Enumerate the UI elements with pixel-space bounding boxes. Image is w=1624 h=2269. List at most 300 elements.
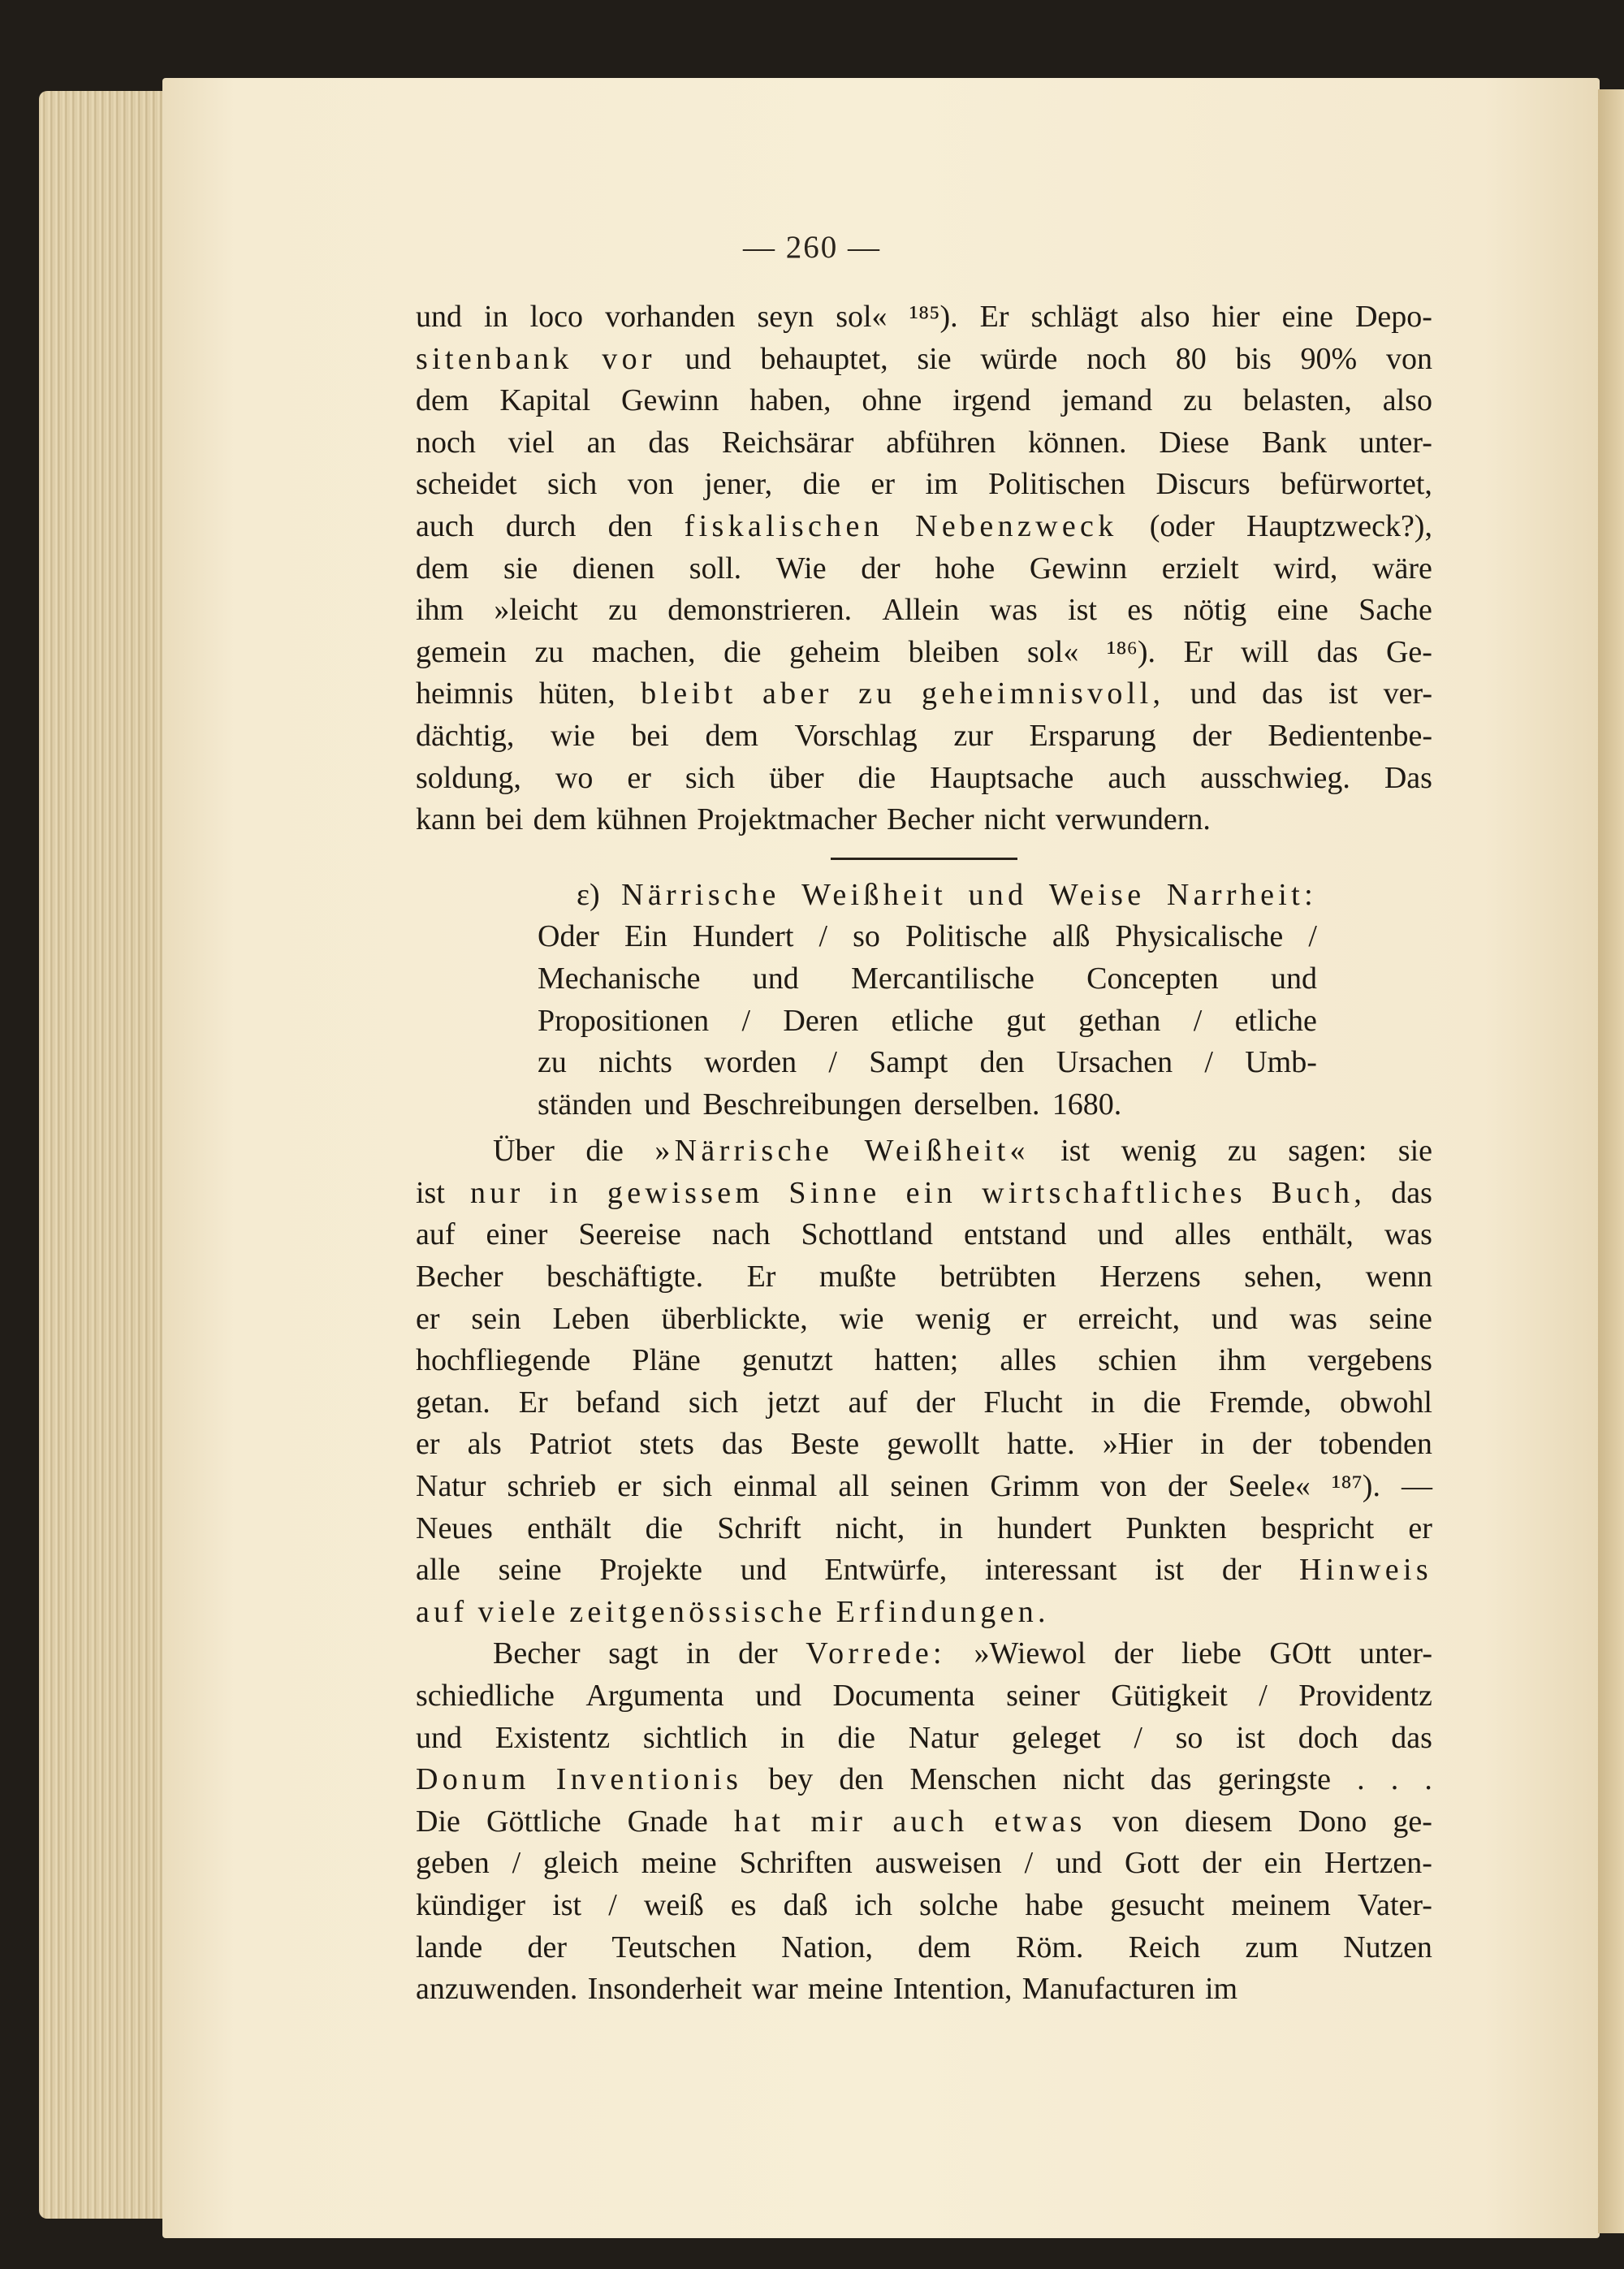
word: hochfliegende <box>416 1343 591 1378</box>
word: also <box>1382 383 1432 418</box>
word: / <box>512 1846 521 1881</box>
word: und <box>685 341 732 376</box>
word: dienen <box>572 551 655 586</box>
word: bespricht <box>1260 1511 1375 1545</box>
word: sol« <box>836 300 888 334</box>
word: Ersparung <box>1029 718 1156 753</box>
word: zu <box>608 593 637 628</box>
word: gethan <box>1078 1003 1161 1038</box>
word: ¹⁸⁶). <box>1106 634 1155 669</box>
word: seinen <box>890 1469 970 1504</box>
word: das <box>721 1427 763 1462</box>
word: Pläne <box>632 1343 701 1378</box>
word: in <box>1091 1385 1116 1420</box>
word: Gütigkeit <box>1111 1679 1228 1713</box>
text-line <box>416 1759 1432 1801</box>
word: wenig <box>915 1301 991 1336</box>
word: nach <box>711 1217 771 1252</box>
word: Flucht <box>983 1385 1063 1420</box>
word: Seereise <box>578 1217 681 1252</box>
word: gewissem <box>607 1175 764 1210</box>
word: der <box>527 1930 568 1964</box>
word: jemand <box>1061 383 1153 418</box>
text-line <box>416 1718 1432 1760</box>
word: so <box>853 919 880 954</box>
word: Politische <box>905 919 1027 954</box>
word: Documenta <box>832 1679 975 1713</box>
word: Nation, <box>781 1930 874 1964</box>
word: Insonderheit <box>587 1972 742 2007</box>
word: Inventionis <box>555 1762 743 1797</box>
word: überblickte, <box>661 1301 808 1336</box>
word: sie <box>1397 1134 1432 1169</box>
word: Allein <box>882 593 960 628</box>
word: meinem <box>1231 1887 1331 1922</box>
word: derselben. <box>914 1087 1040 1122</box>
word: er <box>1022 1301 1047 1336</box>
text-line <box>416 1801 1432 1843</box>
word: betrübten <box>939 1260 1056 1294</box>
word: meine <box>807 1972 883 2007</box>
word: Buch, <box>1271 1175 1367 1210</box>
word: Oder <box>538 919 599 954</box>
word: hüten, <box>538 676 615 711</box>
word: nicht <box>983 802 1046 837</box>
word: Patriot <box>529 1427 612 1462</box>
word: ist <box>1328 676 1358 711</box>
word: und <box>1211 1301 1258 1336</box>
word: Beschreibungen <box>702 1087 902 1122</box>
word: es <box>1127 593 1153 628</box>
word: von <box>1100 1469 1147 1504</box>
word: »Hier <box>1102 1427 1173 1462</box>
word: Er <box>979 300 1009 334</box>
word: getan. <box>416 1385 490 1420</box>
word: abführen <box>886 425 996 460</box>
word: gemein <box>416 634 507 669</box>
text-line <box>538 1001 1317 1043</box>
word: geben <box>416 1846 490 1881</box>
text-line <box>416 1885 1432 1927</box>
word: vergebens <box>1307 1343 1432 1378</box>
word: Weißheit« <box>864 1134 1030 1169</box>
word: anzuwenden. <box>416 1972 578 2007</box>
text-line <box>538 1042 1317 1084</box>
word: Sache <box>1358 593 1432 628</box>
word: in <box>549 1175 582 1210</box>
paragraph-2 <box>416 1130 1432 1633</box>
word: das <box>648 425 690 460</box>
text-line <box>416 1549 1432 1592</box>
word: Vorrede: <box>806 1636 946 1671</box>
word: wirtschaftliches <box>982 1175 1246 1210</box>
word: hat <box>733 1804 785 1839</box>
word: Vater- <box>1357 1887 1432 1922</box>
text-line <box>416 1466 1432 1508</box>
word: zu <box>1227 1134 1257 1169</box>
text-line <box>416 464 1432 506</box>
word: und <box>416 300 462 334</box>
word: er <box>627 760 651 795</box>
word: sitenbank <box>416 341 573 376</box>
word: wenig <box>1121 1134 1197 1169</box>
word: sichtlich <box>642 1720 748 1755</box>
word: hatten; <box>874 1343 959 1378</box>
word: eine <box>1276 593 1328 628</box>
word: Argumenta <box>585 1679 724 1713</box>
word: einer <box>486 1217 548 1252</box>
word: befand <box>576 1385 660 1420</box>
word: Fremde, <box>1209 1385 1311 1420</box>
word: belasten, <box>1242 383 1352 418</box>
word: ist <box>416 1175 445 1210</box>
section-heading <box>538 875 1317 1126</box>
word: ¹⁸⁵). <box>909 300 958 334</box>
word: in <box>1200 1427 1224 1462</box>
word: der <box>1113 1636 1154 1671</box>
word: entstand <box>963 1217 1067 1252</box>
word: die <box>802 467 841 502</box>
word: was <box>989 593 1038 628</box>
word: das <box>1391 1720 1432 1755</box>
word: er <box>870 467 896 502</box>
word: in <box>484 300 508 334</box>
word: und <box>740 1553 787 1588</box>
word: hier <box>1212 300 1260 334</box>
word: Grimm <box>990 1469 1080 1504</box>
word: doch <box>1298 1720 1358 1755</box>
word: wie <box>839 1301 884 1336</box>
word: / <box>828 1045 837 1080</box>
word: Becher <box>887 802 974 837</box>
text-line <box>416 799 1432 841</box>
word: kündiger <box>416 1887 526 1922</box>
word: lande <box>416 1930 483 1964</box>
word: Das <box>1384 760 1432 795</box>
word: beschäftigte. <box>546 1260 704 1294</box>
word: aber <box>762 676 833 711</box>
word: können. <box>1028 425 1127 460</box>
word: auch <box>416 508 474 543</box>
word: Ein <box>624 919 667 954</box>
word: vor <box>602 341 656 376</box>
word: sehen, <box>1244 1260 1323 1294</box>
word: heimnis <box>416 676 514 711</box>
word: der <box>1251 1427 1292 1462</box>
text-line <box>416 548 1432 590</box>
word: noch <box>1086 341 1147 376</box>
word: ständen <box>538 1087 633 1122</box>
word: schlägt <box>1030 300 1119 334</box>
word: der <box>738 1636 778 1671</box>
word: solche <box>919 1887 999 1922</box>
word: behauptet, <box>760 341 888 376</box>
word: Concepten <box>1086 961 1219 996</box>
word: . <box>1390 1762 1399 1797</box>
word: Reichsärar <box>721 425 854 460</box>
word: Ge- <box>1385 634 1432 669</box>
word: Schottland <box>801 1217 934 1252</box>
word: Natur <box>908 1720 979 1755</box>
word: als <box>467 1427 502 1462</box>
text-line <box>538 875 1317 917</box>
word: Weißheit <box>801 877 947 912</box>
page-number: — 260 — <box>743 230 881 265</box>
word: / <box>818 919 828 954</box>
word: sagt <box>608 1636 659 1671</box>
word: auf <box>416 1217 456 1252</box>
word: das <box>1391 1175 1432 1210</box>
word: Existentz <box>495 1720 611 1755</box>
word: sie <box>503 551 538 586</box>
word: Mercantilische <box>851 961 1034 996</box>
word: sie <box>917 341 952 376</box>
word: wo <box>555 760 594 795</box>
word: stets <box>639 1427 694 1462</box>
word: und <box>1270 961 1317 996</box>
word: im <box>1204 1972 1238 2007</box>
word: Hinweis <box>1299 1553 1432 1588</box>
word: genutzt <box>741 1343 833 1378</box>
word: bei <box>486 802 524 837</box>
word: Gott <box>1124 1846 1180 1881</box>
word: das <box>1150 1762 1192 1797</box>
word: Hertzen- <box>1324 1846 1432 1881</box>
word: Physicalische <box>1115 919 1284 954</box>
word: Ursachen <box>1056 1045 1173 1080</box>
word: Natur <box>416 1469 486 1504</box>
text-line <box>538 958 1317 1001</box>
word: Kapital <box>499 383 591 418</box>
word: und <box>1190 676 1237 711</box>
word: sein <box>471 1301 521 1336</box>
word: worden <box>704 1045 797 1080</box>
word: dem <box>416 383 469 418</box>
word: und <box>752 961 799 996</box>
word: / <box>1308 919 1317 954</box>
text-line <box>416 1633 1432 1675</box>
word: zur <box>953 718 993 753</box>
word: Über <box>493 1134 555 1169</box>
word: hundert <box>997 1511 1092 1545</box>
word: dächtig, <box>416 718 515 753</box>
word: Nebenzweck <box>915 508 1118 543</box>
text-line <box>416 1424 1432 1466</box>
text-line <box>416 296 1432 339</box>
text-line <box>416 1592 1432 1634</box>
word: Seele« <box>1228 1469 1311 1504</box>
word: Göttliche <box>486 1804 602 1839</box>
text-line <box>416 380 1432 422</box>
word: unter- <box>1359 1636 1432 1671</box>
word: verwundern. <box>1055 802 1211 837</box>
word: Intention, <box>892 1972 1013 2007</box>
word: in <box>939 1511 963 1545</box>
page-text <box>416 296 1432 2011</box>
word: sol« <box>1027 634 1079 669</box>
word: Becher <box>416 1260 503 1294</box>
word: in <box>685 1636 710 1671</box>
word: / <box>1259 1679 1268 1713</box>
word: geringste <box>1217 1762 1331 1797</box>
word: ausschwieg. <box>1200 760 1350 795</box>
word: seiner <box>1006 1679 1080 1713</box>
word: alles <box>1174 1217 1232 1252</box>
word: sich <box>685 760 736 795</box>
word: Er <box>1183 634 1213 669</box>
text-line <box>416 632 1432 674</box>
word: — <box>1401 1469 1432 1504</box>
text-line <box>416 1256 1432 1299</box>
word: all <box>838 1469 870 1504</box>
word: Depo- <box>1354 300 1432 334</box>
word: die <box>1143 1385 1181 1420</box>
word: noch <box>416 425 476 460</box>
word: dem <box>918 1930 971 1964</box>
word: Bank <box>1261 425 1328 460</box>
word: Nutzen <box>1343 1930 1432 1964</box>
word: zu <box>1183 383 1212 418</box>
word: irgend <box>952 383 1031 418</box>
word: sich <box>688 1385 739 1420</box>
word: Mechanische <box>538 961 701 996</box>
word: bis <box>1235 341 1272 376</box>
word: ausweisen <box>875 1846 1002 1881</box>
text-line <box>416 506 1432 548</box>
text-line <box>416 715 1432 758</box>
word: Hauptsache <box>930 760 1074 795</box>
text-line <box>416 1340 1432 1382</box>
word: ohne <box>862 383 922 418</box>
word: Diese <box>1159 425 1229 460</box>
word: die <box>645 1511 684 1545</box>
word: an <box>586 425 616 460</box>
text-line <box>416 1214 1432 1256</box>
word: fiskalischen <box>684 508 883 543</box>
word: (oder <box>1149 508 1215 543</box>
word: enthält, <box>1262 1217 1354 1252</box>
word: Erfindungen. <box>836 1594 1050 1629</box>
word: durch <box>505 508 577 543</box>
word: was <box>1289 1301 1337 1336</box>
word: Deren <box>783 1003 859 1038</box>
word: mir <box>810 1804 867 1839</box>
word: hohe <box>935 551 996 586</box>
word: zu <box>858 676 896 711</box>
word: Providentz <box>1298 1679 1432 1713</box>
word: Gnade <box>627 1804 708 1839</box>
word: seine <box>498 1553 562 1588</box>
word: enthält <box>527 1511 611 1545</box>
word: die <box>857 760 896 795</box>
word: die <box>585 1134 624 1169</box>
word: Teutschen <box>611 1930 736 1964</box>
word: das <box>1262 676 1303 711</box>
word: vorhanden <box>605 300 736 334</box>
word: liebe <box>1181 1636 1242 1671</box>
word: Hauptzweck?), <box>1246 508 1432 543</box>
word: Die <box>416 1804 460 1839</box>
text-line <box>416 1969 1432 2011</box>
word: ich <box>854 1887 893 1922</box>
word: Narrheit: <box>1166 877 1317 912</box>
word: dem <box>416 551 469 586</box>
word: / <box>1204 1045 1213 1080</box>
word: / <box>1193 1003 1203 1038</box>
section-divider <box>831 858 1017 860</box>
text-line <box>416 1382 1432 1424</box>
word: den <box>979 1045 1025 1080</box>
word: bleibt <box>641 676 737 711</box>
word: gewollt <box>887 1427 980 1462</box>
text-line <box>416 422 1432 465</box>
word: etliche <box>891 1003 974 1038</box>
word: bleiben <box>908 634 1000 669</box>
word: haben, <box>749 383 831 418</box>
word: ¹⁸⁷). <box>1331 1469 1380 1504</box>
word: viel <box>508 425 555 460</box>
word: nichts <box>598 1045 672 1080</box>
word: unter- <box>1358 425 1432 460</box>
word: jener, <box>704 467 773 502</box>
word: der <box>861 551 901 586</box>
word: Schriften <box>739 1846 853 1881</box>
word: er <box>416 1427 440 1462</box>
word: der <box>1192 718 1232 753</box>
word: . <box>1357 1762 1365 1797</box>
word: und <box>644 1087 691 1122</box>
word: die <box>723 634 762 669</box>
word: den <box>839 1762 884 1797</box>
word: Hundert <box>692 919 794 954</box>
word: nicht, <box>835 1511 905 1545</box>
word: sich <box>547 467 598 502</box>
text-line <box>416 590 1432 632</box>
word: schiedliche <box>416 1679 555 1713</box>
word: ver- <box>1383 676 1432 711</box>
word: Beste <box>790 1427 860 1462</box>
word: . <box>1424 1762 1432 1797</box>
word: machen, <box>591 634 696 669</box>
word: war <box>751 1972 798 2007</box>
word: schrieb <box>507 1469 597 1504</box>
word: Schrift <box>717 1511 801 1545</box>
word: will <box>1241 634 1289 669</box>
word: der <box>1202 1846 1242 1881</box>
word: von <box>1112 1804 1159 1839</box>
word: auf <box>848 1385 888 1420</box>
word: geleget <box>1011 1720 1101 1755</box>
word: Entwürfe, <box>824 1553 948 1588</box>
word: sagen: <box>1288 1134 1367 1169</box>
word: Weise <box>1048 877 1146 912</box>
text-line <box>416 339 1432 381</box>
word: ist <box>1155 1553 1185 1588</box>
word: dem <box>533 802 587 837</box>
word: ein <box>905 1175 957 1210</box>
word: und <box>416 1720 462 1755</box>
word: etwas <box>994 1804 1086 1839</box>
word: / <box>741 1003 751 1038</box>
word: von <box>627 467 674 502</box>
word: zeitgenössische <box>569 1594 827 1629</box>
facing-page-edge <box>1598 89 1624 2233</box>
word: alß <box>1052 919 1091 954</box>
word: erreicht, <box>1078 1301 1181 1336</box>
word: Umb- <box>1245 1045 1317 1080</box>
word: / <box>1134 1720 1142 1755</box>
word: GOtt <box>1269 1636 1332 1671</box>
